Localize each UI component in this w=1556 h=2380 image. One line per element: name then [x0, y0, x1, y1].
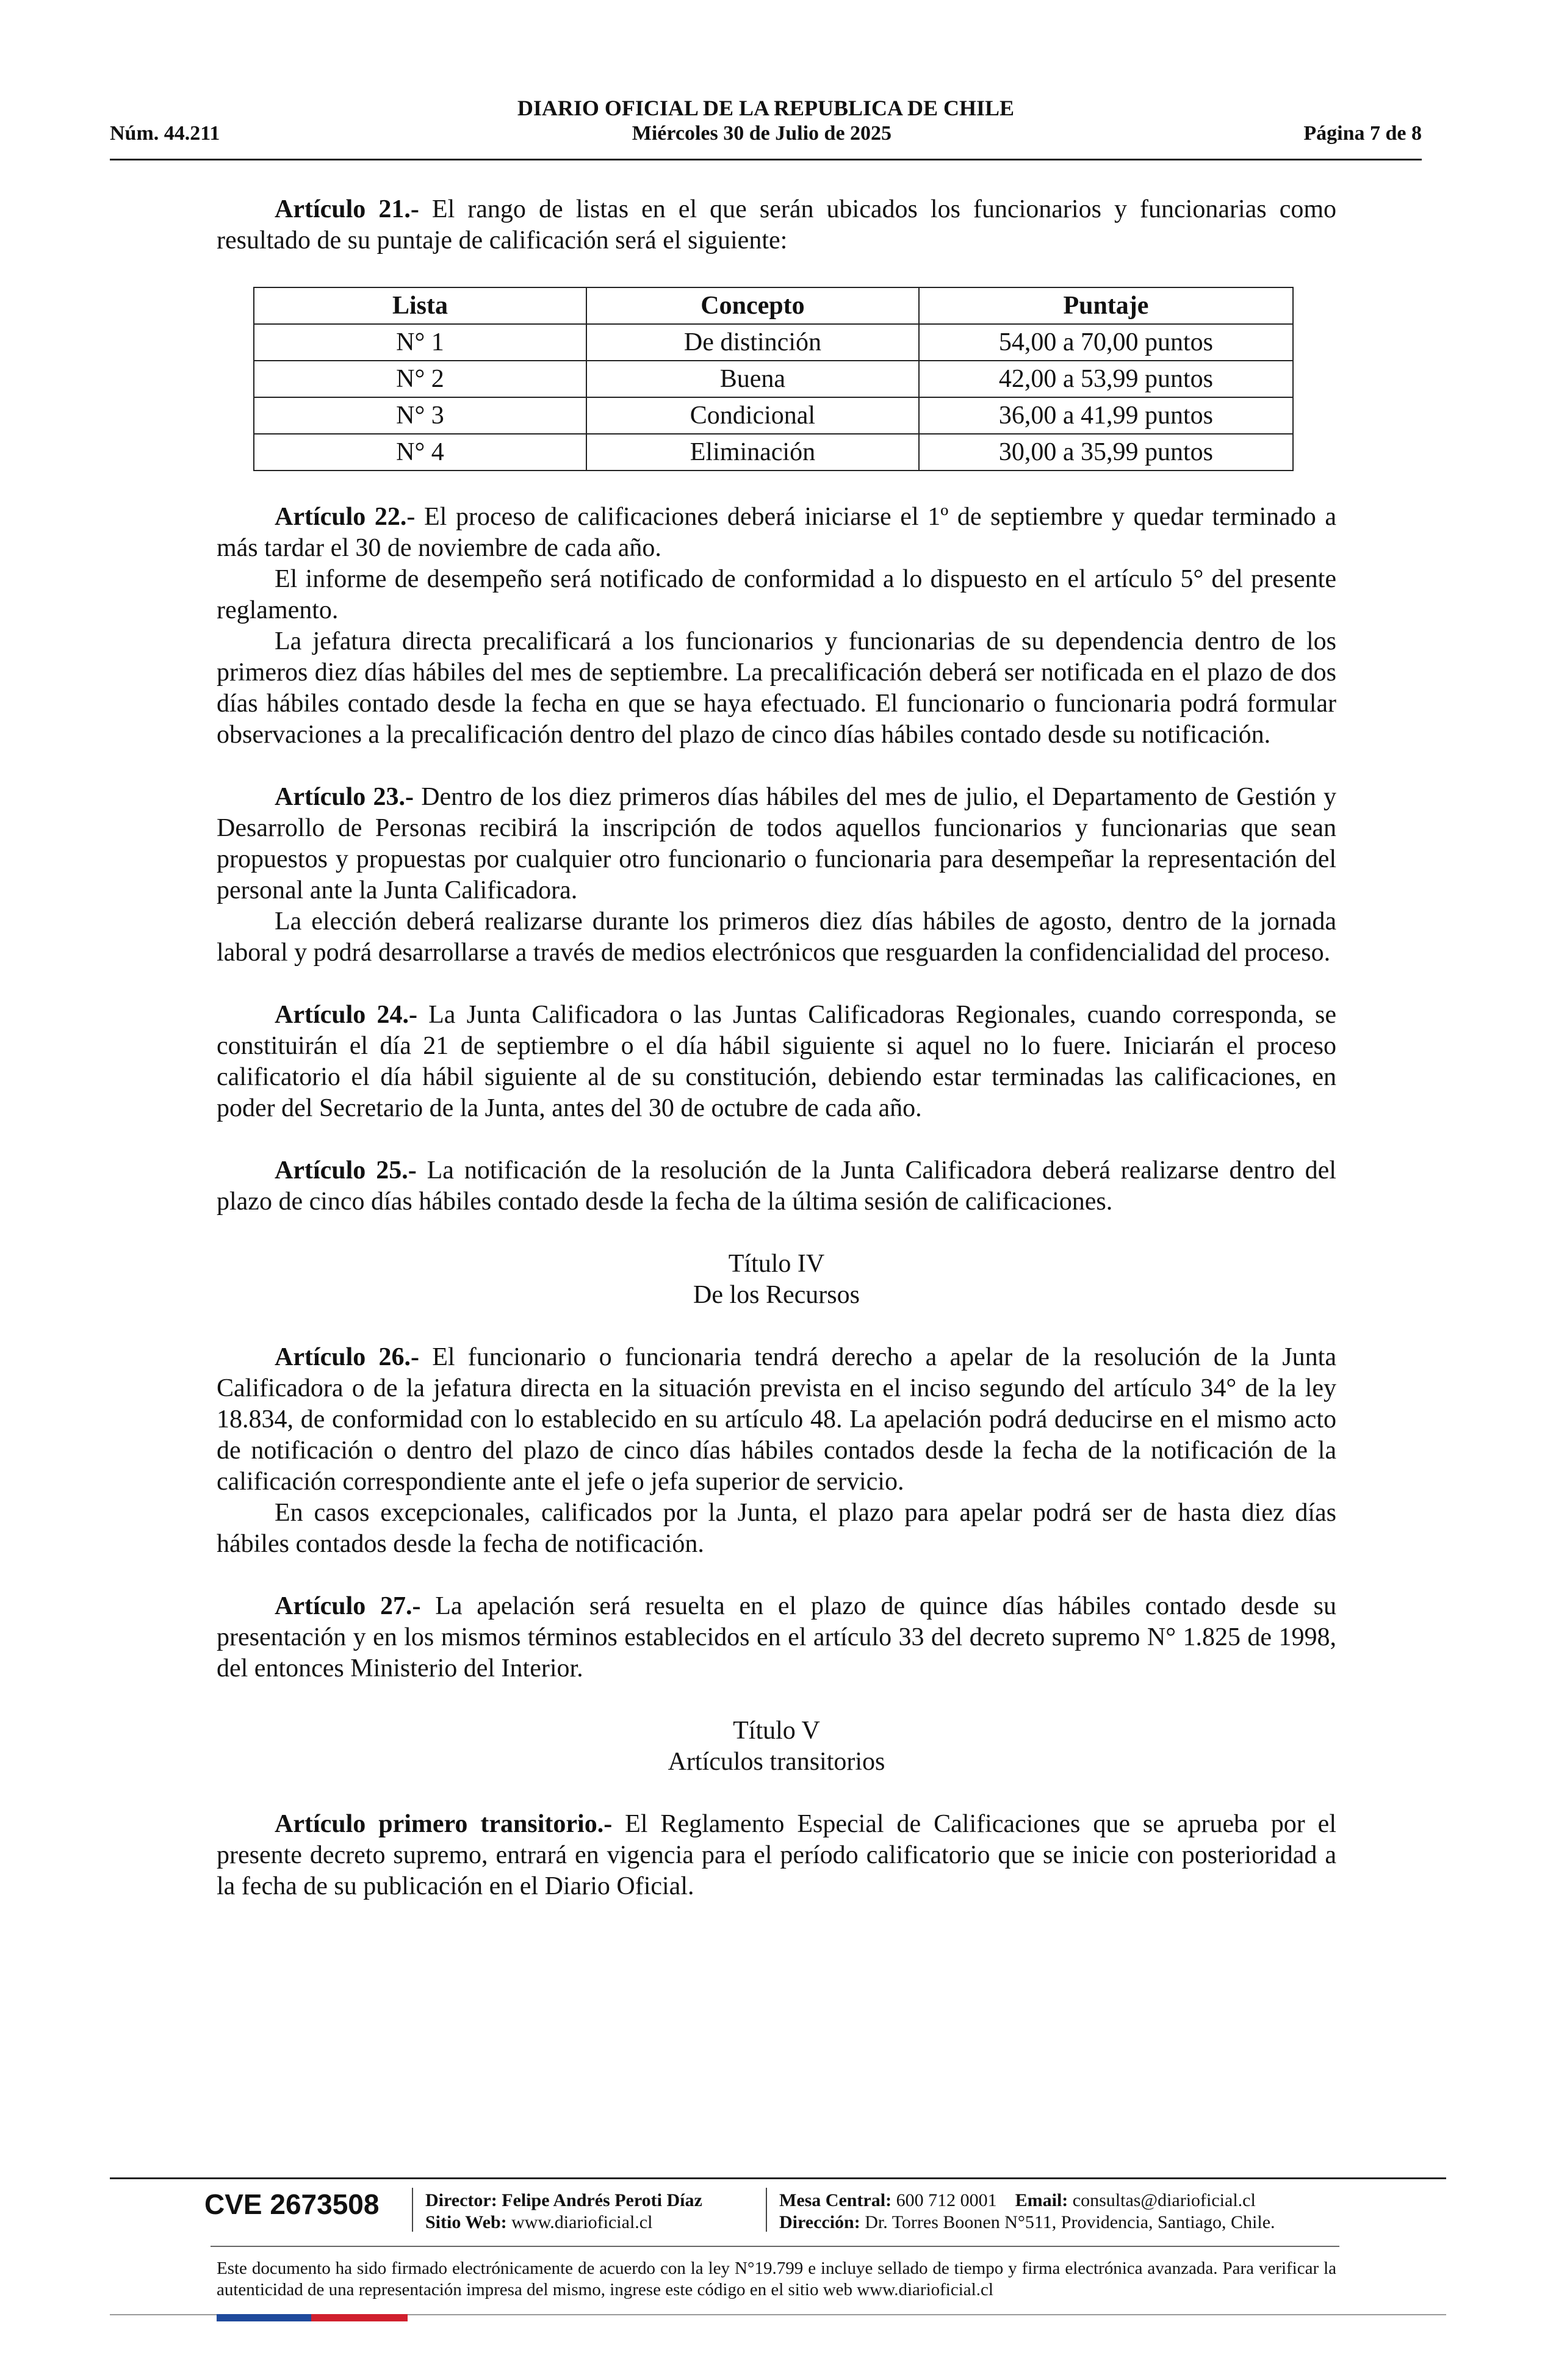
newspaper-title: DIARIO OFICIAL DE LA REPUBLICA DE CHILE — [517, 96, 1015, 120]
table-cell: N° 1 — [254, 324, 586, 361]
article-text: - El proceso de calificaciones deberá iniciarse el 1º de septiembre y quedar terminado a más tardar el 30 de noviembre de cada año. — [217, 503, 1337, 562]
flag-blue-bar — [217, 2314, 311, 2321]
table-cell: 36,00 a 41,99 puntos — [919, 397, 1293, 434]
footer-divider — [110, 2177, 1446, 2179]
table-cell: Eliminación — [586, 434, 919, 471]
issue-date: Miércoles 30 de Julio de 2025 — [632, 122, 892, 145]
paragraph: En casos excepcionales, calificados por la Junta, el plazo para apelar podrá ser de hasta diez días hábiles contados desde la fecha de notificación. — [217, 1499, 1336, 1558]
article-text: La Junta Calificadora o las Juntas Calificadoras Regionales, cuando corresponda, se constituirán el día 21 de septiembre o el día hábil siguiente si aquel no lo fuere. Iniciarán el proceso calificatorio el día hábil siguiente al de su constitución, debiendo estar terminadas las calificaciones, en poder del Secretario de la Junta, antes del 30 de octubre de cada año. — [217, 1001, 1336, 1122]
section-title: Título V — [733, 1717, 820, 1745]
phone-number: 600 712 0001 — [896, 2190, 997, 2210]
footer-director-block — [425, 2190, 702, 2234]
article-heading: Artículo 22. — [275, 503, 407, 531]
section-subtitle: Artículos transitorios — [668, 1748, 885, 1776]
article-26 — [217, 1342, 1336, 1498]
column-header: Concepto — [586, 287, 919, 324]
table-cell: 42,00 a 53,99 puntos — [919, 361, 1293, 397]
article-text: El Reglamento Especial de Calificaciones que se aprueba por el presente decreto supremo, entrará en vigencia para el período calificatorio que se inicie con posterioridad a la fecha de su publicación en el Diario Oficial. — [217, 1810, 1336, 1900]
mesa-label: Mesa Central: — [779, 2190, 892, 2210]
article-27 — [217, 1591, 1336, 1684]
address-label: Dirección: — [779, 2212, 860, 2232]
director-label: Director: — [425, 2190, 497, 2210]
article-text: El rango de listas en el que serán ubicados los funcionarios y funcionarias como resultado de su puntaje de calificación será el siguiente: — [217, 195, 1336, 254]
article-text: El funcionario o funcionaria tendrá derecho a apelar de la resolución de la Junta Calificadora o de la jefatura directa en la situación prevista en el inciso segundo del artículo 34° de la ley 18.834, de conformidad con lo establecido en su artículo 48. La apelación podrá deducirse en el mismo acto de notificación o dentro del plazo de cinco días hábiles contados desde la fecha de la notificación de la calificación correspondiente ante el jefe o jefa superior de servicio. — [217, 1343, 1336, 1496]
web-label: Sitio Web: — [425, 2212, 507, 2232]
article-24 — [217, 1000, 1336, 1124]
table-header-row — [254, 287, 1293, 324]
director-name: Felipe Andrés Peroti Díaz — [502, 2190, 702, 2210]
column-header: Puntaje — [919, 287, 1293, 324]
footer-separator — [766, 2188, 767, 2232]
article-23 — [217, 782, 1336, 906]
cve-code: CVE 2673508 — [204, 2188, 380, 2220]
article-heading: Artículo 26.- — [275, 1343, 420, 1371]
footer-contact-block — [779, 2190, 1275, 2234]
email-label: Email: — [1015, 2190, 1068, 2210]
table-row — [254, 434, 1293, 471]
footer-divider — [211, 2246, 1339, 2247]
section-subtitle: De los Recursos — [693, 1281, 860, 1309]
table-cell: N° 3 — [254, 397, 586, 434]
legal-notice: Este documento ha sido firmado electrónicamente de acuerdo con la ley N°19.799 e incluye sellado de tiempo y firma electrónica avanzada. Para verificar la autenticidad de una representación impresa del mismo, ingrese este código en el sitio web www.diarioficial.cl — [217, 2259, 1336, 2299]
article-first-transitory — [217, 1809, 1336, 1902]
column-header: Lista — [254, 287, 586, 324]
section-title: Título IV — [728, 1250, 825, 1278]
website-link[interactable]: www.diarioficial.cl — [511, 2212, 653, 2232]
article-text: La notificación de la resolución de la Junta Calificadora deberá realizarse dentro del plazo de cinco días hábiles contado desde la fecha de la última sesión de calificaciones. — [217, 1156, 1336, 1216]
table-cell: Buena — [586, 361, 919, 397]
article-heading: Artículo 27.- — [275, 1592, 421, 1620]
article-heading: Artículo 24.- — [275, 1001, 417, 1029]
page-number: Página 7 de 8 — [1303, 122, 1422, 145]
table-cell: N° 4 — [254, 434, 586, 471]
paragraph: El informe de desempeño será notificado de conformidad a lo dispuesto en el artículo 5° del presente reglamento. — [217, 565, 1336, 624]
article-25 — [217, 1155, 1336, 1217]
table-cell: De distinción — [586, 324, 919, 361]
table-cell: 30,00 a 35,99 puntos — [919, 434, 1293, 471]
table-row — [254, 361, 1293, 397]
article-heading: Artículo primero transitorio.- — [275, 1810, 613, 1838]
issue-number: Núm. 44.211 — [110, 122, 220, 145]
table-cell: N° 2 — [254, 361, 586, 397]
header-row — [110, 122, 1422, 145]
flag-red-bar — [311, 2314, 408, 2321]
table-cell: 54,00 a 70,00 puntos — [919, 324, 1293, 361]
table-row — [254, 397, 1293, 434]
article-heading: Artículo 25.- — [275, 1156, 417, 1185]
table-row — [254, 324, 1293, 361]
document-body — [217, 194, 1336, 1902]
paragraph: La elección deberá realizarse durante los primeros diez días hábiles de agosto, dentro de la jornada laboral y podrá desarrollarse a través de medios electrónicos que resguarden la confidencialidad del proceso. — [217, 907, 1336, 967]
paragraph: La jefatura directa precalificará a los funcionarios y funcionarias de su dependencia dentro de los primeros diez días hábiles del mes de septiembre. La precalificación deberá ser notificada en el plazo de dos días hábiles contado desde la fecha en que se haya efectuado. El funcionario o funcionaria podrá formular observaciones a la precalificación dentro del plazo de cinco días hábiles contado desde su notificación. — [217, 627, 1336, 749]
article-22 — [217, 502, 1336, 564]
qualification-lists-table — [253, 287, 1294, 471]
table-cell: Condicional — [586, 397, 919, 434]
article-21 — [217, 194, 1336, 256]
address-text: Dr. Torres Boonen N°511, Providencia, Santiago, Chile. — [865, 2212, 1275, 2232]
email-link[interactable]: consultas@diarioficial.cl — [1072, 2190, 1256, 2210]
article-heading: Artículo 21.- — [275, 195, 419, 223]
article-text: La apelación será resuelta en el plazo de quince días hábiles contado desde su presentación y en los mismos términos establecidos en el artículo 33 del decreto supremo N° 1.825 de 1998, del entonces Ministerio del Interior. — [217, 1592, 1336, 1682]
footer-separator — [412, 2188, 413, 2232]
article-text: Dentro de los diez primeros días hábiles del mes de julio, el Departamento de Gestión y Desarrollo de Personas recibirá la inscripción de todos aquellos funcionarios y funcionarias que sean propuestos y propuestas por cualquier otro funcionario o funcionaria para desempeñar la representación del personal ante la Junta Calificadora. — [217, 783, 1337, 904]
page-header — [110, 92, 1422, 160]
article-heading: Artículo 23.- — [275, 783, 414, 811]
